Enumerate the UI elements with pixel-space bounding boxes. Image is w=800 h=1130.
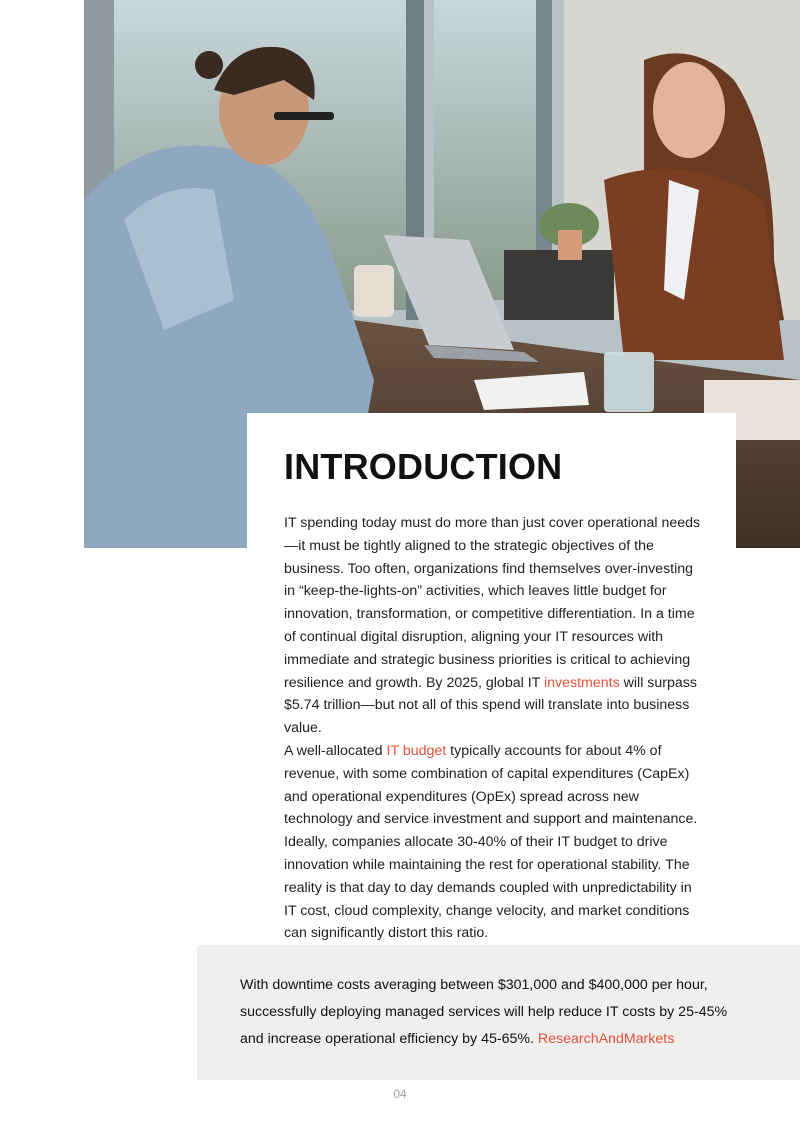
paragraph-2-text-start: A well-allocated [284, 743, 387, 759]
paragraph-1-text-end: will surpass $5.74 trillion—but not all of this spend will translate into business value. [284, 674, 697, 737]
intro-paragraph-1 [284, 512, 704, 740]
callout-text [240, 972, 740, 1053]
it-budget-link[interactable]: IT budget [386, 743, 447, 759]
page-number: 04 [393, 1087, 407, 1101]
research-and-markets-link[interactable]: ResearchAndMarkets [537, 1031, 675, 1047]
paragraph-1-text-start: IT spending today must do more than just cover operational needs—it must be tightly aligned to the strategic objectives of the business. Too often, organizations find themselves over-investing in “keep-the-lights-on” activities, which leaves little budget for innovation, transformation, or competitive differentiation. In a time of continual digital disruption, aligning your IT resources with immediate and strategic business priorities is critical to achieving resilience and growth. By 2025, global IT [284, 515, 701, 691]
paragraph-2-text-end: typically accounts for about 4% of revenue, with some combination of capital expenditures (CapEx) and operational expenditures (OpEx) spread across new technology and service investment and support and maintenance. Ideally, companies allocate 30-40% of their IT budget to drive innovation while maintaining the rest for operational stability. The reality is that day to day demands coupled with unpredictability in IT cost, cloud complexity, change velocity, and market conditions can significantly distort this ratio. [284, 743, 698, 942]
callout-statement: With downtime costs averaging between $301,000 and $400,000 per hour, successfully deploying managed services will help reduce IT costs by 25-45% and increase operational efficiency by 45-65%. [240, 977, 728, 1047]
investments-link[interactable]: investments [544, 674, 620, 691]
page-title: INTRODUCTION [284, 446, 563, 487]
intro-paragraph-2 [284, 740, 704, 945]
